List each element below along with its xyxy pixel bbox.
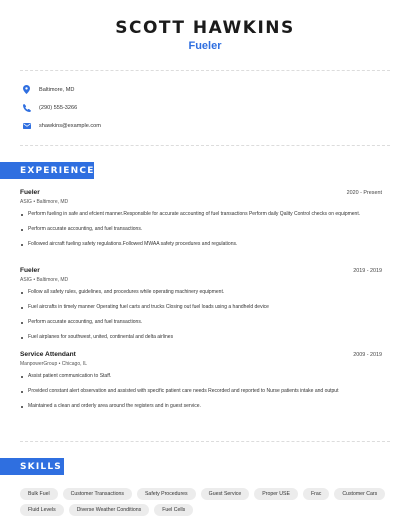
- skill-chip: Safety Procedures: [137, 488, 196, 500]
- bullet-item: Maintained a clean and orderly area around the registers and in guest service.: [20, 403, 382, 411]
- bullet-item: Perform fueling in safe and efcient manner.Responsible for accurate accounting of fuel transactions Perform daily Qality Control checks on equipment.: [20, 211, 382, 219]
- skill-chip: Fluid Levels: [20, 504, 64, 516]
- skill-chip: Diverse Weather Conditions: [69, 504, 150, 516]
- job-date: 2019 - 2019: [353, 268, 382, 274]
- bullet-item: Provided constant alert observation and assisted with specific patient care needs Recorded and reported to Nurse patients intake and output: [20, 388, 382, 396]
- experience-item: [20, 351, 382, 418]
- contact-email: [22, 121, 101, 130]
- contact-divider: [20, 145, 390, 146]
- skill-chip: Customer Transactions: [63, 488, 132, 500]
- job-title: Service Attendant: [20, 351, 76, 358]
- location-text: Baltimore, MD: [39, 86, 75, 93]
- phone-icon: [22, 103, 31, 112]
- skill-chip: Frac: [303, 488, 329, 500]
- contact-location: [22, 85, 74, 94]
- job-role: Fueler: [188, 40, 222, 52]
- job-bullets: [20, 373, 382, 411]
- experience-section-title: EXPERIENCE: [0, 162, 94, 179]
- job-organization: ManpowerGroup • Chicago, IL: [20, 361, 88, 367]
- bullet-item: Assist patient communication to Staff.: [20, 373, 382, 381]
- header-divider: [20, 70, 390, 71]
- skill-chip: Bulk Fuel: [20, 488, 58, 500]
- job-organization: ASIG • Baltimore, MD: [20, 277, 69, 283]
- job-date: 2009 - 2019: [353, 352, 382, 358]
- job-bullets: [20, 289, 382, 342]
- job-date: 2020 - Present: [346, 190, 382, 196]
- email-text: shawkins@example.com: [39, 122, 101, 129]
- experience-divider: [20, 441, 390, 442]
- job-organization: ASIG • Baltimore, MD: [20, 199, 69, 205]
- skill-chip: Customer Cars: [334, 488, 385, 500]
- skills-section-title: SKILLS: [0, 458, 64, 475]
- candidate-name: SCOTT HAWKINS: [115, 18, 295, 38]
- job-title: Fueler: [20, 267, 40, 274]
- bullet-item: Followed aircraft fueling safety regulations.Followed MWAA safety procedures and regulations.: [20, 241, 382, 249]
- bullet-item: Fuel aircrafts in timely manner Operating fuel carts and trucks Closing out fuel loads using a handheld device: [20, 304, 382, 312]
- bullet-item: Perform accurate accounting, and fuel transactions.: [20, 319, 382, 327]
- bullet-item: Fuel airplanes for southwest, united, continental and delta airlines: [20, 334, 382, 342]
- phone-text: (290) 555-3266: [39, 104, 78, 111]
- bullet-item: Follow all safety rules, guidelines, and procedures while operating machinery equipment.: [20, 289, 382, 297]
- experience-item: [20, 189, 382, 256]
- skill-chip: Guest Service: [201, 488, 250, 500]
- skill-chip: Proper USE: [254, 488, 298, 500]
- mail-icon: [22, 121, 31, 130]
- contact-phone: [22, 103, 77, 112]
- job-title: Fueler: [20, 189, 40, 196]
- bullet-item: Perform accurate accounting, and fuel transactions.: [20, 226, 382, 234]
- job-bullets: [20, 211, 382, 249]
- experience-item: [20, 267, 382, 349]
- skill-chip: Fuel Cells: [154, 504, 193, 516]
- skills-list: [20, 488, 390, 516]
- location-pin-icon: [22, 85, 31, 94]
